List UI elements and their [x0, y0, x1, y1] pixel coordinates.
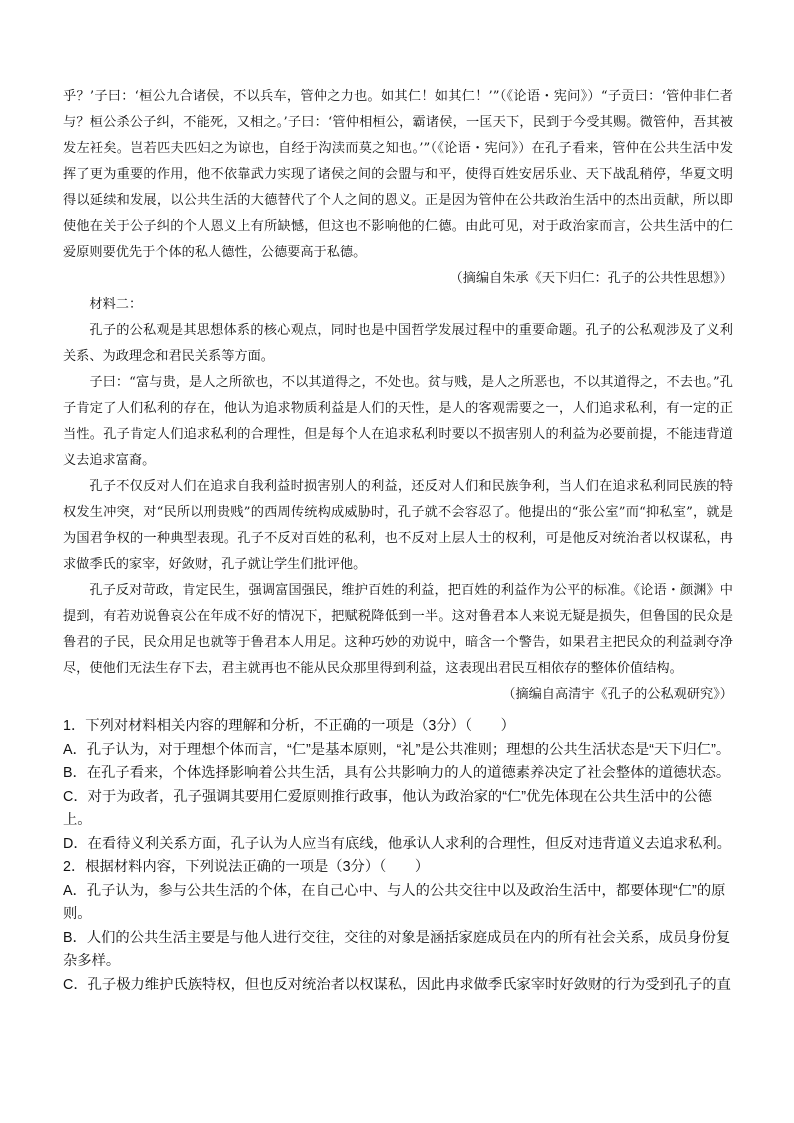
question-1-option-b: B．在孔子看来，个体选择影响着公共生活，具有公共影响力的人的道德素养决定了社会整体的道德状态。	[63, 765, 731, 781]
question-1-option-a: A．孔子认为，对于理想个体而言，“仁”是基本原则，“礼”是公共准则；理想的公共生活状态是“天下归仁”。	[63, 741, 731, 758]
material2-paragraph-3: 孔子不仅反对人们在追求自我利益时损害别人的利益，还反对人们和民族争利，当人们在追求私利同民族的特权发生冲突，对“民所以刑贵贱”的西周传统构成威胁时，孔子就不会容忍了。他提出的“张公室”而“抑私室”，就是为国君争权的一种典型表现。孔子不反对百姓的私利，也不反对上层人士的权利，可是他反对统治者以权谋私，冉求做季氏的家宰，好敛财，孔子就让学生们批评他。	[63, 479, 733, 572]
material2-paragraph-1: 孔子的公私观是其思想体系的核心观点，同时也是中国哲学发展过程中的重要命题。孔子的公私观涉及了义利关系、为政理念和君民关系等方面。	[63, 323, 733, 364]
question-1-option-c: C．对于为政者，孔子强调其要用仁爱原则推行政事，他认为政治家的“仁”优先体现在公共生活中的公德上。	[63, 788, 712, 828]
question-section	[63, 715, 733, 997]
question-2-stem: 2．根据材料内容，下列说法正确的一项是（3分）（ ）	[63, 859, 430, 875]
material2-paragraph-2: 子曰：“富与贵，是人之所欲也，不以其道得之，不处也。贫与贱，是人之所恶也，不以其道得之，不去也。”孔子肯定了人们私利的存在，他认为追求物质利益是人们的天性，是人的客观需要之一，人们追求私利，有一定的正当性。孔子肯定人们追求私利的合理性，但是每个人在追求私利时要以不损害别人的利益为必要前提，不能违背道义去追求富裔。	[63, 375, 733, 468]
material1-source: （摘编自朱承《天下归仁：孔子的公共性思想》）	[449, 271, 733, 286]
question-2-option-c: C．孔子极力维护氏族特权，但也反对统治者以权谋私，因此冉求做季氏家宰时好敛财的行为受到孔子的直	[63, 976, 731, 993]
material2-heading: 材料二：	[89, 297, 143, 312]
material2-source: （摘编自高清宇《孔子的公私观研究》）	[502, 687, 733, 702]
question-1-stem: 1．下列对材料相关内容的理解和分析，不正确的一项是（3分）（ ）	[63, 718, 515, 734]
reading-passage	[63, 84, 733, 708]
material2-paragraph-4: 孔子反对苛政，肯定民生，强调富国强民，维护百姓的利益，把百姓的利益作为公平的标准。《论语・颜渊》中提到，有若劝说鲁哀公在年成不好的情况下，把赋税降低到一半。这对鲁君本人来说无疑是损失，但鲁国的民众是鲁君的子民，民众用足也就等于鲁君本人用足。这种巧妙的劝说中，暗含一个警告，如果君主把民众的利益剥夺净尽，使他们无法生存下去，君主就再也不能从民众那里得到利益，这表现出君民互相依存的整体价值结构。	[63, 583, 733, 676]
question-2-option-a: A．孔子认为，参与公共生活的个体，在自己心中、与人的公共交往中以及政治生活中，都要体现“仁”的原则。	[63, 882, 726, 922]
material1-paragraph: 乎？’子曰：‘桓公九合诸侯，不以兵车，管仲之力也。如其仁！如其仁！’”（《论语・宪问》）“子贡曰：‘管仲非仁者与？桓公杀公子纠，不能死，又相之。’子曰：‘管仲相桓公，霸诸侯，一匡天下，民到于今受其赐。微管仲，吾其被发左衽矣。岂若匹夫匹妇之为谅也，自经于沟渎而莫之知也。’”（《论语・宪问》）在孔子看来，管仲在公共生活中发挥了更为重要的作用，他不依靠武力实现了诸侯之间的会盟与和平，使得百姓安居乐业、天下战乱稍停，华夏文明得以延续和发展，以公共生活的大德替代了个人之间的恩义。正是因为管仲在公共政治生活中的杰出贡献，所以即使他在关于公子纠的个人恩义上有所缺憾，但这也不影响他的仁德。由此可见，对于政治家而言，公共生活中的仁爱原则要优先于个体的私人德性，公德要高于私德。	[63, 89, 733, 260]
question-1-option-d: D．在看待义利关系方面，孔子认为人应当有底线，他承认人求利的合理性，但反对违背道义去追求私利。	[63, 835, 731, 852]
question-2-option-b: B．人们的公共生活主要是与他人进行交往，交往的对象是涵括家庭成员在内的所有社会关系，成员身份复杂多样。	[63, 929, 731, 969]
